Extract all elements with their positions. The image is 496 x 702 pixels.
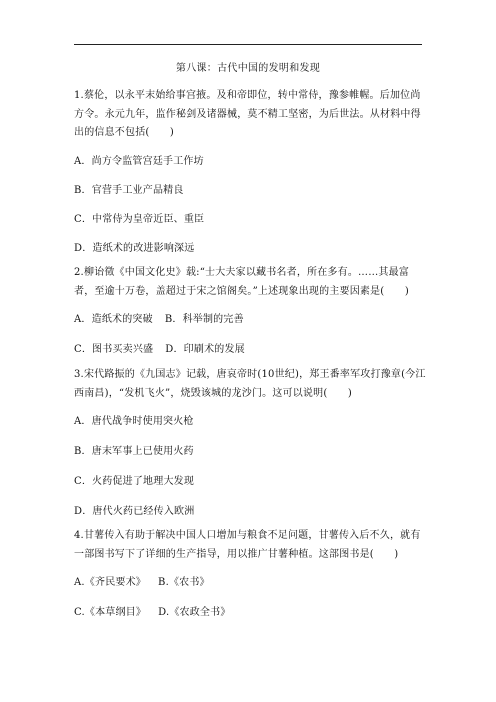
question-3-option-d: D．唐代火药已经传入欧洲 [74, 506, 195, 517]
question-4-options-ab [74, 576, 210, 590]
question-2-options-cd [74, 343, 245, 357]
question-3-stem: 3.宋代路振的《九国志》记载，唐哀帝时(10世纪)，郑王番率军攻打豫章(今江西南昌)，“发机飞火”，烧毁该城的龙沙门。这可以说明( ) [74, 369, 426, 399]
question-2-option-b: B．科举制的完善 [164, 314, 244, 325]
header-rule [74, 44, 422, 45]
question-4-options-cd [74, 606, 231, 620]
question-2-option-d: D．印刷术的发展 [165, 344, 245, 355]
question-4-stem: 4.甘薯传入有助于解决中国人口增加与粮食不足问题，甘薯传入后不久，就有一部图书写下了详细的生产指导，用以推广甘薯种植。这部图书是( ) [74, 530, 421, 560]
question-1-option-a: A．尚方令监管宫廷手工作坊 [74, 156, 204, 167]
question-1-option-c: C．中常侍为皇帝近臣、重臣 [74, 214, 205, 225]
question-1-stem: 1.蔡伦，以永平末始给事宫掖。及和帝即位，转中常侍，豫参帷幄。后加位尚方令。永元九年，监作秘剑及诸器械，莫不精工坚密，为后世法。从材料中得出的信息不包括( ) [74, 90, 421, 138]
question-3-option-c: C．火药促进了地理大发现 [74, 476, 195, 487]
question-3-option-b: B．唐末军事上已使用火药 [74, 446, 194, 457]
question-2-option-a: A．造纸术的突破 [74, 314, 153, 325]
question-2-option-c: C．图书买卖兴盛 [74, 344, 154, 355]
question-1-option-d: D．造纸术的改进影响深远 [74, 243, 195, 254]
question-1-option-b: B．官营手工业产品精良 [74, 185, 184, 196]
lesson-title: 第八课：古代中国的发明和发现 [175, 63, 321, 74]
question-3-option-a: A．唐代战争时使用突火枪 [74, 416, 194, 427]
question-2-options-ab [74, 313, 244, 327]
question-4-option-c: C.《本草纲目》 [74, 607, 147, 618]
question-4-option-a: A.《齐民要术》 [74, 577, 147, 588]
question-4-option-d: D.《农政全书》 [158, 607, 231, 618]
question-4-option-b: B.《农书》 [158, 577, 210, 588]
question-2-stem: 2.柳诒徵《中国文化史》载:“士大夫家以藏书名者，所在多有。……其最富者，至逾十万卷，盖超过于宋之馆阁矣。”上述现象出现的主要因素是( ) [74, 267, 410, 297]
